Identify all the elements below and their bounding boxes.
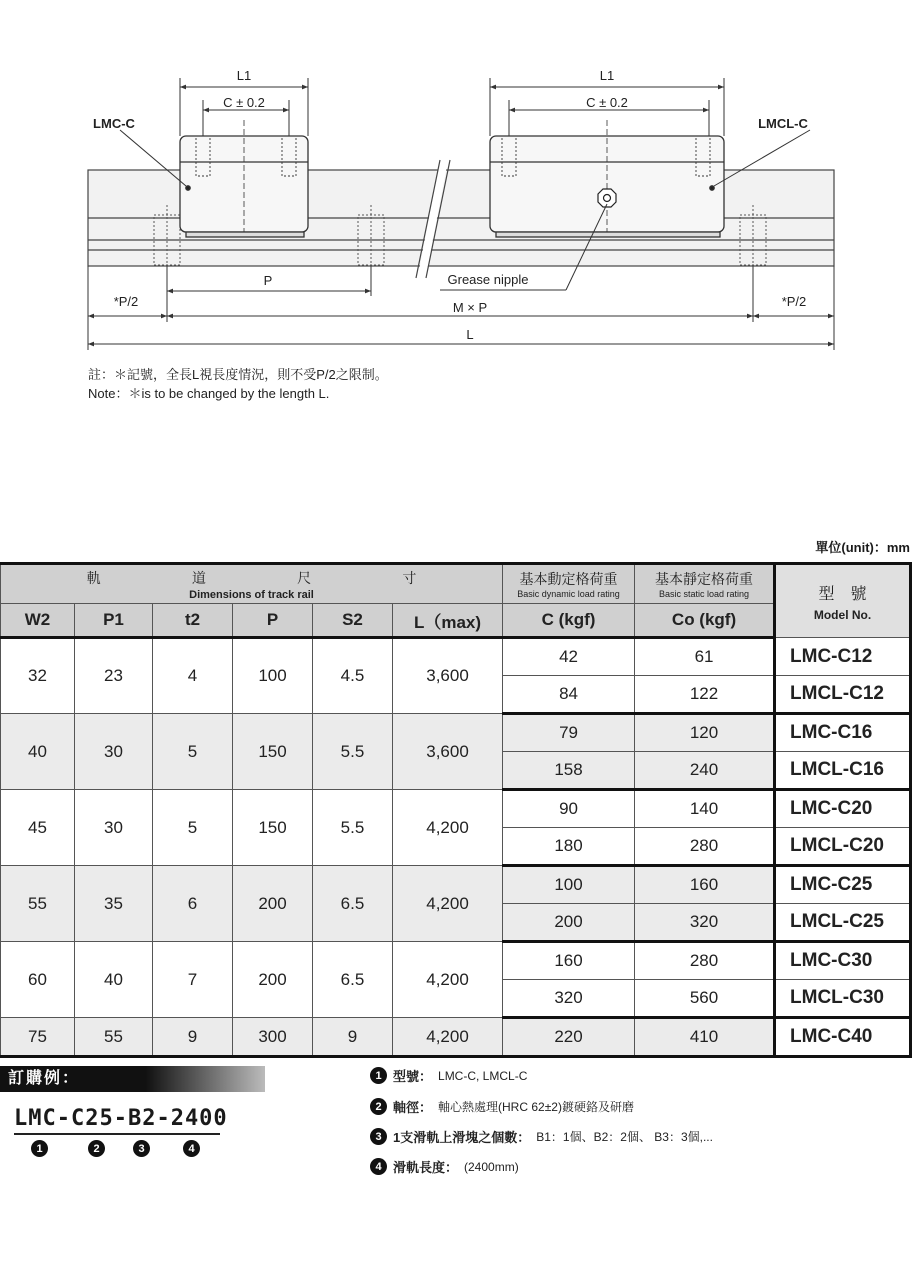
cell-p: 200 [233, 866, 313, 942]
slide-block-lmcl-c [490, 120, 724, 237]
cell-lmax: 4,200 [393, 790, 503, 866]
spec-table [0, 562, 912, 1058]
cell-c: 158 [503, 752, 635, 790]
lmc-c-callout: LMC-C [93, 116, 135, 131]
c-label-left: C ± 0.2 [223, 95, 265, 110]
table-row [1, 1018, 911, 1057]
table-row [1, 866, 911, 904]
l-dim-label: L [466, 327, 474, 342]
cell-co: 140 [635, 790, 775, 828]
cell-t2: 9 [153, 1018, 233, 1057]
cell-s2: 6.5 [313, 866, 393, 942]
cell-lmax: 3,600 [393, 638, 503, 714]
cell-model: LMC-C20 [775, 790, 911, 828]
cell-w2: 32 [1, 638, 75, 714]
cell-c: 100 [503, 866, 635, 904]
cell-co: 122 [635, 676, 775, 714]
cell-p1: 35 [75, 866, 153, 942]
cell-c: 84 [503, 676, 635, 714]
cell-t2: 6 [153, 866, 233, 942]
col-w2: W2 [1, 604, 75, 638]
rail-diagram [0, 0, 920, 360]
cell-model: LMCL-C25 [775, 904, 911, 942]
cell-p1: 30 [75, 790, 153, 866]
cell-w2: 45 [1, 790, 75, 866]
cell-co: 280 [635, 828, 775, 866]
cell-w2: 60 [1, 942, 75, 1018]
cell-p1: 55 [75, 1018, 153, 1057]
cell-t2: 7 [153, 942, 233, 1018]
cell-s2: 9 [313, 1018, 393, 1057]
col-p1: P1 [75, 604, 153, 638]
cell-model: LMCL-C12 [775, 676, 911, 714]
cell-co: 410 [635, 1018, 775, 1057]
cell-lmax: 4,200 [393, 866, 503, 942]
legend-item-1: 1 型號： LMC-C, LMCL-C [370, 1066, 527, 1085]
legend-item-3: 3 1支滑軌上滑塊之個數： B1：1個、B2：2個、 B3：3個,... [370, 1127, 713, 1146]
cell-model: LMC-C30 [775, 942, 911, 980]
col-p: P [233, 604, 313, 638]
cell-co: 240 [635, 752, 775, 790]
col-co: Co (kgf) [635, 604, 775, 638]
cell-c: 42 [503, 638, 635, 676]
order-code: LMC-C25-B2-2400 [14, 1106, 228, 1131]
col-lmax: L（max) [393, 604, 503, 638]
cell-co: 320 [635, 904, 775, 942]
cell-p: 150 [233, 714, 313, 790]
cell-co: 120 [635, 714, 775, 752]
half-p-left-label: *P/2 [113, 294, 139, 309]
cell-co: 61 [635, 638, 775, 676]
cell-p: 150 [233, 790, 313, 866]
cell-lmax: 4,200 [393, 1018, 503, 1057]
l1-label-left: L1 [236, 68, 252, 83]
table-row [1, 638, 911, 676]
cell-p: 300 [233, 1018, 313, 1057]
cell-p1: 30 [75, 714, 153, 790]
note-zh: 註：＊記號，全長L視長度情況，則不受P/2之限制。 [88, 367, 388, 382]
l1-label-right: L1 [599, 68, 615, 83]
c-label-right: C ± 0.2 [586, 95, 628, 110]
cell-c: 320 [503, 980, 635, 1018]
cell-p: 200 [233, 942, 313, 1018]
cell-c: 79 [503, 714, 635, 752]
cell-model: LMCL-C16 [775, 752, 911, 790]
cell-model: LMCL-C30 [775, 980, 911, 1018]
cell-co: 560 [635, 980, 775, 1018]
col-c: C (kgf) [503, 604, 635, 638]
cell-co: 160 [635, 866, 775, 904]
cell-model: LMC-C40 [775, 1018, 911, 1057]
legend-item-4: 4 滑軌長度： (2400mm) [370, 1157, 519, 1176]
col-s2: S2 [313, 604, 393, 638]
cell-p1: 23 [75, 638, 153, 714]
col-t2: t2 [153, 604, 233, 638]
cell-t2: 5 [153, 714, 233, 790]
cell-c: 160 [503, 942, 635, 980]
lmcl-c-callout: LMCL-C [758, 116, 808, 131]
cell-s2: 6.5 [313, 942, 393, 1018]
cell-lmax: 4,200 [393, 942, 503, 1018]
grease-nipple-label: Grease nipple [447, 272, 529, 287]
half-p-right-label: *P/2 [781, 294, 807, 309]
cell-s2: 4.5 [313, 638, 393, 714]
legend-item-2: 2 軸徑： 軸心熱處理(HRC 62±2)鍍硬鉻及研磨 [370, 1097, 634, 1116]
model-header: 型 號 Model No. [775, 564, 911, 638]
dynamic-load-header: 基本動定格荷重 Basic dynamic load rating [503, 564, 635, 604]
cell-model: LMC-C12 [775, 638, 911, 676]
rail-dimension-header: 軌 道 尺 寸 Dimensions of track rail [1, 564, 503, 604]
cell-co: 280 [635, 942, 775, 980]
cell-s2: 5.5 [313, 714, 393, 790]
slide-block-lmc-c [180, 120, 308, 237]
cell-c: 180 [503, 828, 635, 866]
marker-4: 4 [183, 1140, 200, 1157]
static-load-header: 基本靜定格荷重 Basic static load rating [635, 564, 775, 604]
cell-p: 100 [233, 638, 313, 714]
cell-c: 200 [503, 904, 635, 942]
marker-1: 1 [31, 1140, 48, 1157]
cell-w2: 40 [1, 714, 75, 790]
cell-c: 90 [503, 790, 635, 828]
cell-lmax: 3,600 [393, 714, 503, 790]
cell-model: LMC-C16 [775, 714, 911, 752]
cell-s2: 5.5 [313, 790, 393, 866]
cell-c: 220 [503, 1018, 635, 1057]
marker-2: 2 [88, 1140, 105, 1157]
unit-label: 單位(unit)：mm [815, 540, 910, 555]
table-row [1, 714, 911, 752]
note-en: Note：＊is to be changed by the length L. [88, 386, 330, 401]
cell-model: LMC-C25 [775, 866, 911, 904]
cell-w2: 75 [1, 1018, 75, 1057]
p-dim-label: P [263, 273, 273, 288]
marker-3: 3 [133, 1140, 150, 1157]
cell-p1: 40 [75, 942, 153, 1018]
table-row [1, 942, 911, 980]
cell-t2: 5 [153, 790, 233, 866]
cell-model: LMCL-C20 [775, 828, 911, 866]
mxp-dim-label: M × P [452, 300, 488, 315]
table-row [1, 790, 911, 828]
order-example-header: 訂購例： [0, 1066, 265, 1092]
cell-w2: 55 [1, 866, 75, 942]
cell-t2: 4 [153, 638, 233, 714]
order-code-underline [14, 1133, 220, 1135]
